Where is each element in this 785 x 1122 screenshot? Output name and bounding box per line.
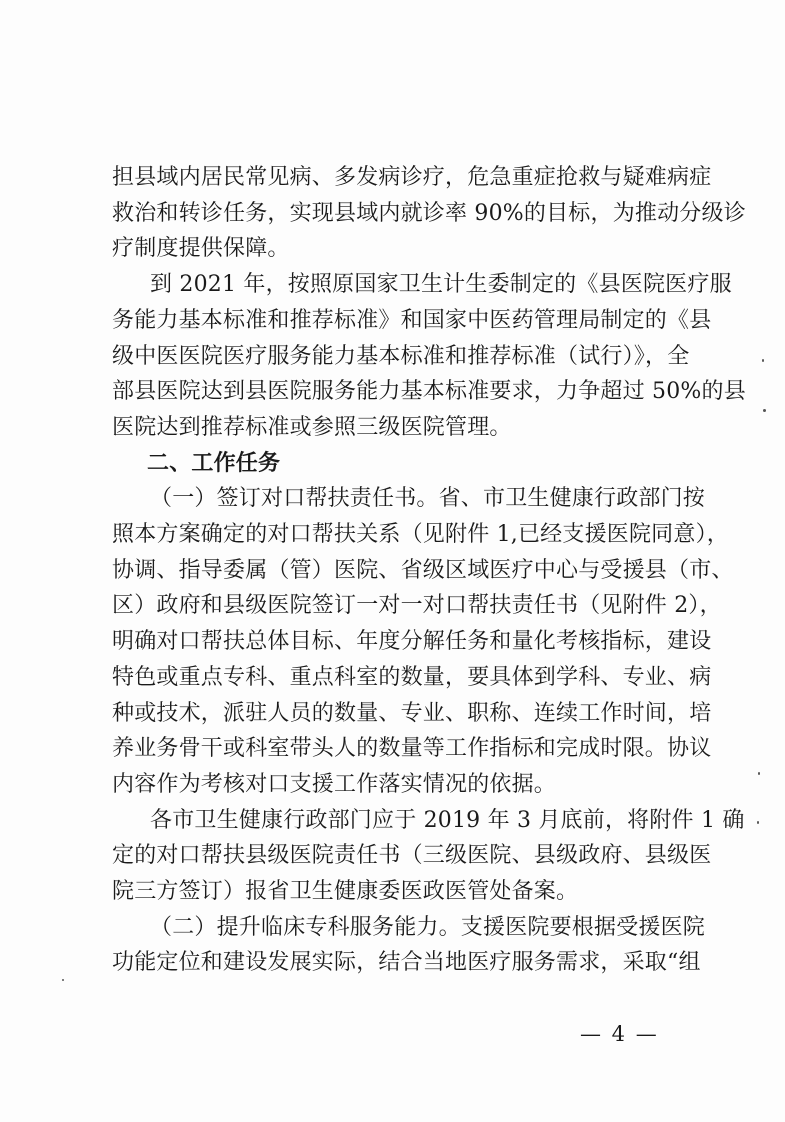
scan-speck (62, 979, 64, 981)
text-line: （一）签订对口帮扶责任书。省、市卫生健康行政部门按 (150, 486, 706, 512)
text-line: 区）政府和县级医院签订一对一对口帮扶责任书（见附件 2）， (112, 593, 722, 619)
text-line: 救治和转诊任务，实现县域内就诊率 90%的目标，为推动分级诊 (112, 200, 746, 226)
text-line: 担县域内居民常见病、多发病诊疗，危急重症抢救与疑难病症 (112, 165, 712, 190)
text-line: 养业务骨干或科室带头人的数量等工作指标和完成时限。协议 (112, 736, 712, 762)
text-line: 部县医院达到县医院服务能力基本标准要求，力争超过 50%的县 (112, 379, 746, 405)
text-line: 疗制度提供保障。 (112, 236, 290, 262)
text-line: 院三方签订）报省卫生健康委医政医管处备案。 (112, 879, 579, 905)
body-text (112, 160, 746, 981)
scan-speck (762, 359, 764, 362)
text-line: 内容作为考核对口支援工作落实情况的依据。 (112, 771, 557, 797)
text-line: （二）提升临床专科服务能力。支援医院要根据受援医院 (150, 914, 706, 940)
text-line: 协调、指导委属（管）医院、省级区域医疗中心与受援县（市、 (112, 557, 734, 583)
text-line: 功能定位和建设发展实际，结合当地医疗服务需求，采取“组 (112, 950, 701, 976)
text-line: 照本方案确定的对口帮扶关系（见附件 1,已经支援医院同意）， (112, 522, 729, 548)
text-line: 种或技术，派驻人员的数量、专业、职称、连续工作时间，培 (112, 700, 712, 726)
text-line: 级中医医院医疗服务能力基本标准和推荐标准（试行）》，全 (112, 343, 690, 369)
text-line: 务能力基本标准和推荐标准》和国家中医药管理局制定的《县 (112, 307, 712, 333)
text-line: 医院达到推荐标准或参照三级医院管理。 (112, 414, 512, 440)
section-heading: 二、工作任务 (147, 450, 281, 476)
scan-speck (757, 821, 759, 824)
text-line: 定的对口帮扶县级医院责任书（三级医院、县级政府、县级医 (112, 843, 712, 869)
scan-speck (763, 409, 766, 412)
page-number: — 4 — (580, 1022, 659, 1046)
scan-speck (758, 772, 760, 775)
text-line: 到 2021 年，按照原国家卫生计生委制定的《县医院医疗服 (150, 272, 732, 298)
text-line: 明确对口帮扶总体目标、年度分解任务和量化考核指标，建设 (112, 629, 712, 655)
text-line: 各市卫生健康行政部门应于 2019 年 3 月底前，将附件 1 确 (150, 807, 745, 833)
text-line: 特色或重点专科、重点科室的数量，要具体到学科、专业、病 (112, 664, 712, 690)
